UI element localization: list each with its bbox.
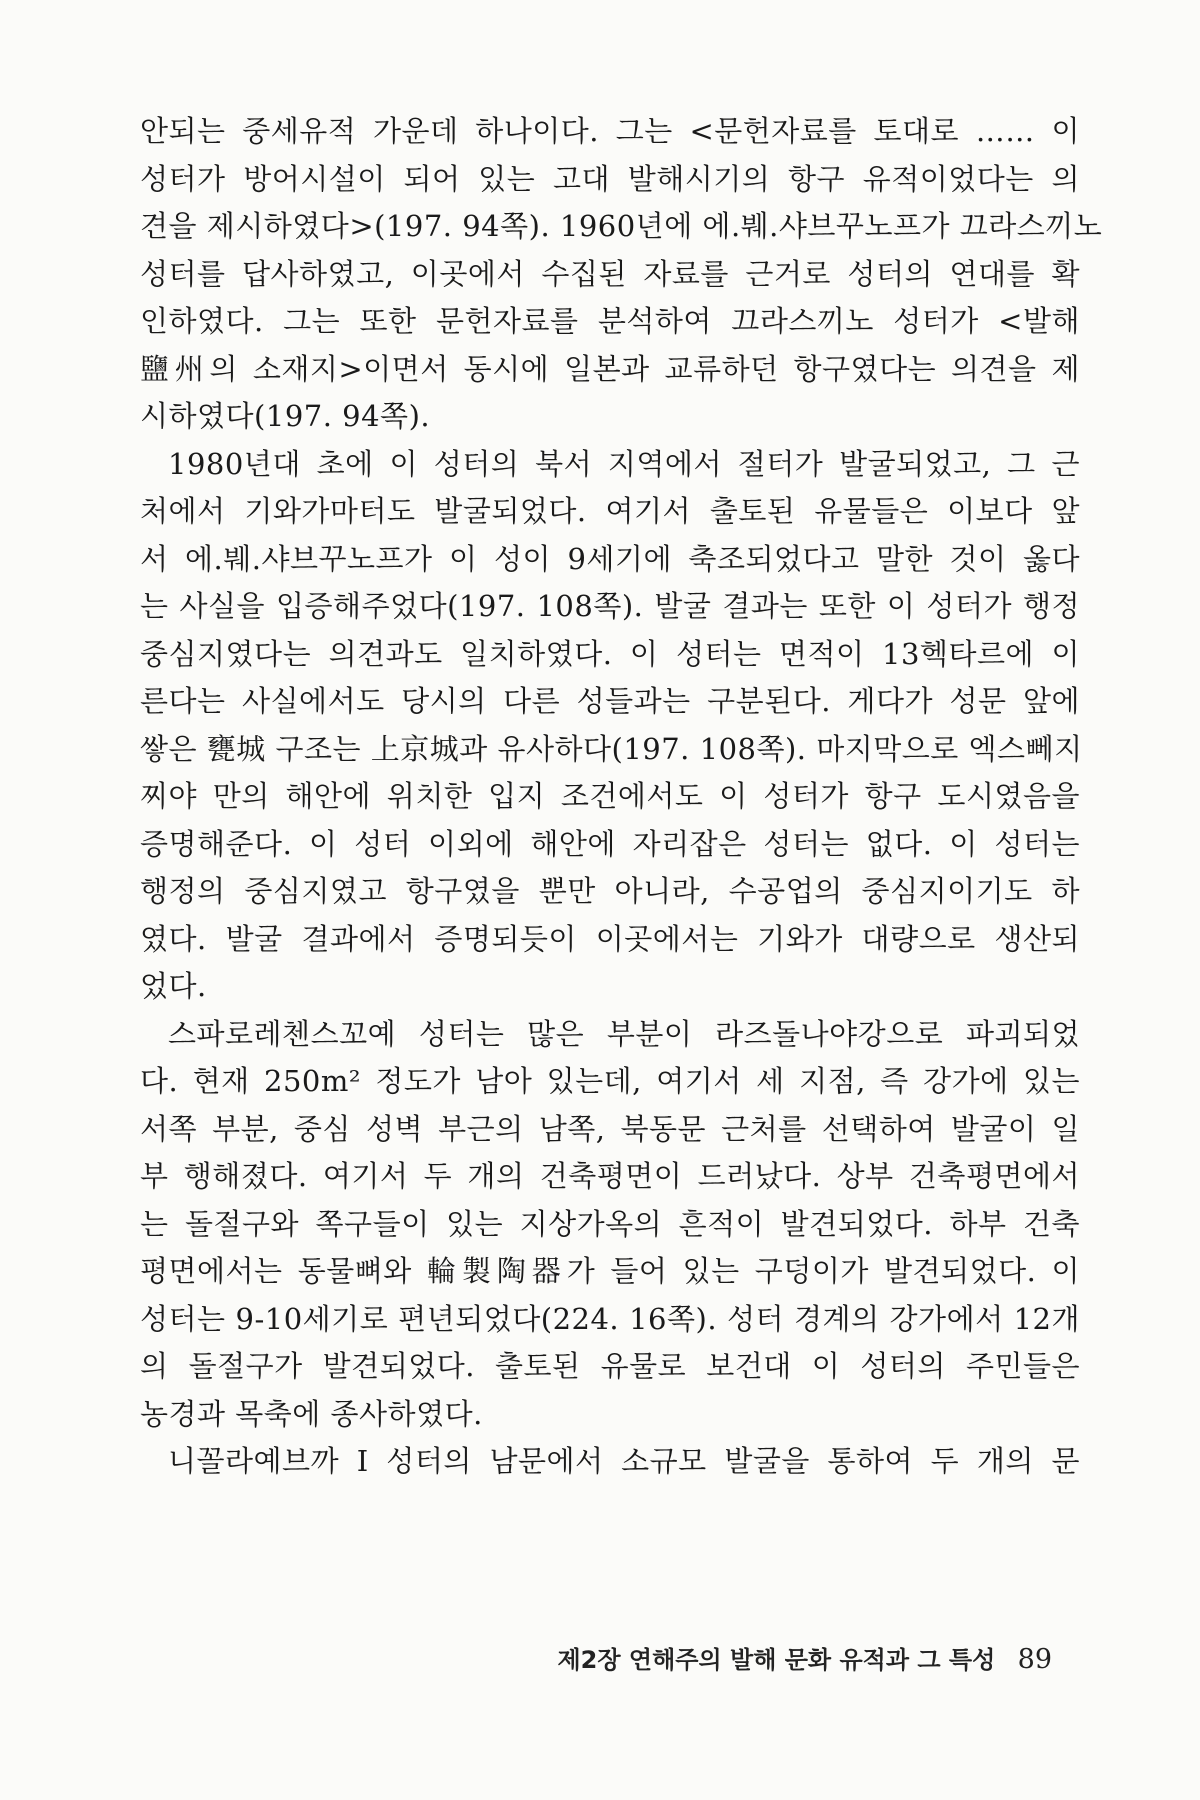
text-line: 서 에.붸.샤브꾸노프가 이 성이 9세기에 축조되었다고 말한 것이 옳다 — [140, 541, 1080, 576]
paragraph-start-line: 스파로레첸스꼬예 성터는 많은 부분이 라즈돌나야강으로 파괴되었 — [168, 1016, 1080, 1051]
text-line: 었다. — [140, 969, 207, 1003]
text-line: 의 돌절구가 발견되었다. 출토된 유물로 보건대 이 성터의 주민들은 — [140, 1349, 1080, 1383]
text-line: 처에서 기와가마터도 발굴되었다. 여기서 출토된 유물들은 이보다 앞 — [140, 494, 1080, 528]
text-line: 는 사실을 입증해주었다(197. 108쪽). 발굴 결과는 또한 이 성터가 행정 — [140, 589, 1080, 623]
paragraph-start-line: 1980년대 초에 이 성터의 북서 지역에서 절터가 발굴되었고, 그 근 — [168, 446, 1080, 481]
text-line: 서쪽 부분, 중심 성벽 부근의 남쪽, 북동문 근처를 선택하여 발굴이 일 — [140, 1111, 1080, 1146]
text-line: 성터를 답사하였고, 이곳에서 수집된 자료를 근거로 성터의 연대를 확 — [140, 256, 1080, 291]
text-line: 행정의 중심지였고 항구였을 뿐만 아니라, 수공업의 중심지이기도 하 — [140, 874, 1080, 908]
text-line: 성터가 방어시설이 되어 있는 고대 발해시기의 항구 유적이었다는 의 — [140, 161, 1080, 196]
paragraph-start-line: 니꼴라예브까 I 성터의 남문에서 소규모 발굴을 통하여 두 개의 문 — [168, 1444, 1080, 1478]
text-line: 부 행해졌다. 여기서 두 개의 건축평면이 드러났다. 상부 건축평면에서 — [140, 1159, 1080, 1193]
text-line: 시하였다(197. 94쪽). — [140, 399, 431, 433]
text-line: 였다. 발굴 결과에서 증명되듯이 이곳에서는 기와가 대량으로 생산되 — [140, 921, 1080, 956]
text-line: 찌야 만의 해안에 위치한 입지 조건에서도 이 성터가 항구 도시였음을 — [140, 779, 1080, 813]
page-number: 89 — [1017, 1644, 1052, 1675]
text-line: 인하였다. 그는 또한 문헌자료를 분석하여 끄라스끼노 성터가 <발해 — [140, 304, 1080, 338]
text-line: 평면에서는 동물뼈와 輪製陶器가 들어 있는 구덩이가 발견되었다. 이 — [140, 1254, 1080, 1288]
text-line: 다. 현재 250m² 정도가 남아 있는데, 여기서 세 지점, 즉 강가에 있는 — [140, 1064, 1080, 1098]
text-line: 중심지였다는 의견과도 일치하였다. 이 성터는 면적이 13헥타르에 이 — [140, 636, 1080, 671]
text-line: 쌓은 甕城 구조는 上京城과 유사하다(197. 108쪽). 마지막으로 엑스뻬지 — [140, 731, 1083, 766]
text-line: 농경과 목축에 종사하였다. — [140, 1396, 483, 1431]
body-text — [140, 108, 1103, 1486]
text-line: 는 돌절구와 쪽구들이 있는 지상가옥의 흔적이 발견되었다. 하부 건축 — [140, 1206, 1080, 1241]
text-line: 른다는 사실에서도 당시의 다른 성들과는 구분된다. 게다가 성문 앞에 — [140, 684, 1080, 718]
text-line: 성터는 9-10세기로 편년되었다(224. 16쪽). 성터 경계의 강가에서 12개 — [140, 1301, 1080, 1336]
text-line: 안되는 중세유적 가운데 하나이다. 그는 <문헌자료를 토대로 …… 이 — [140, 114, 1080, 148]
text-line: 鹽州의 소재지>이면서 동시에 일본과 교류하던 항구였다는 의견을 제 — [140, 351, 1080, 386]
chapter-title: 제2장 연해주의 발해 문화 유적과 그 특성 — [557, 1646, 996, 1674]
text-line: 견을 제시하였다>(197. 94쪽). 1960년에 에.붸.샤브꾸노프가 끄라스끼노 — [140, 209, 1103, 243]
running-footer — [558, 1640, 1053, 1675]
text-line: 증명해준다. 이 성터 이외에 해안에 자리잡은 성터는 없다. 이 성터는 — [140, 826, 1080, 861]
